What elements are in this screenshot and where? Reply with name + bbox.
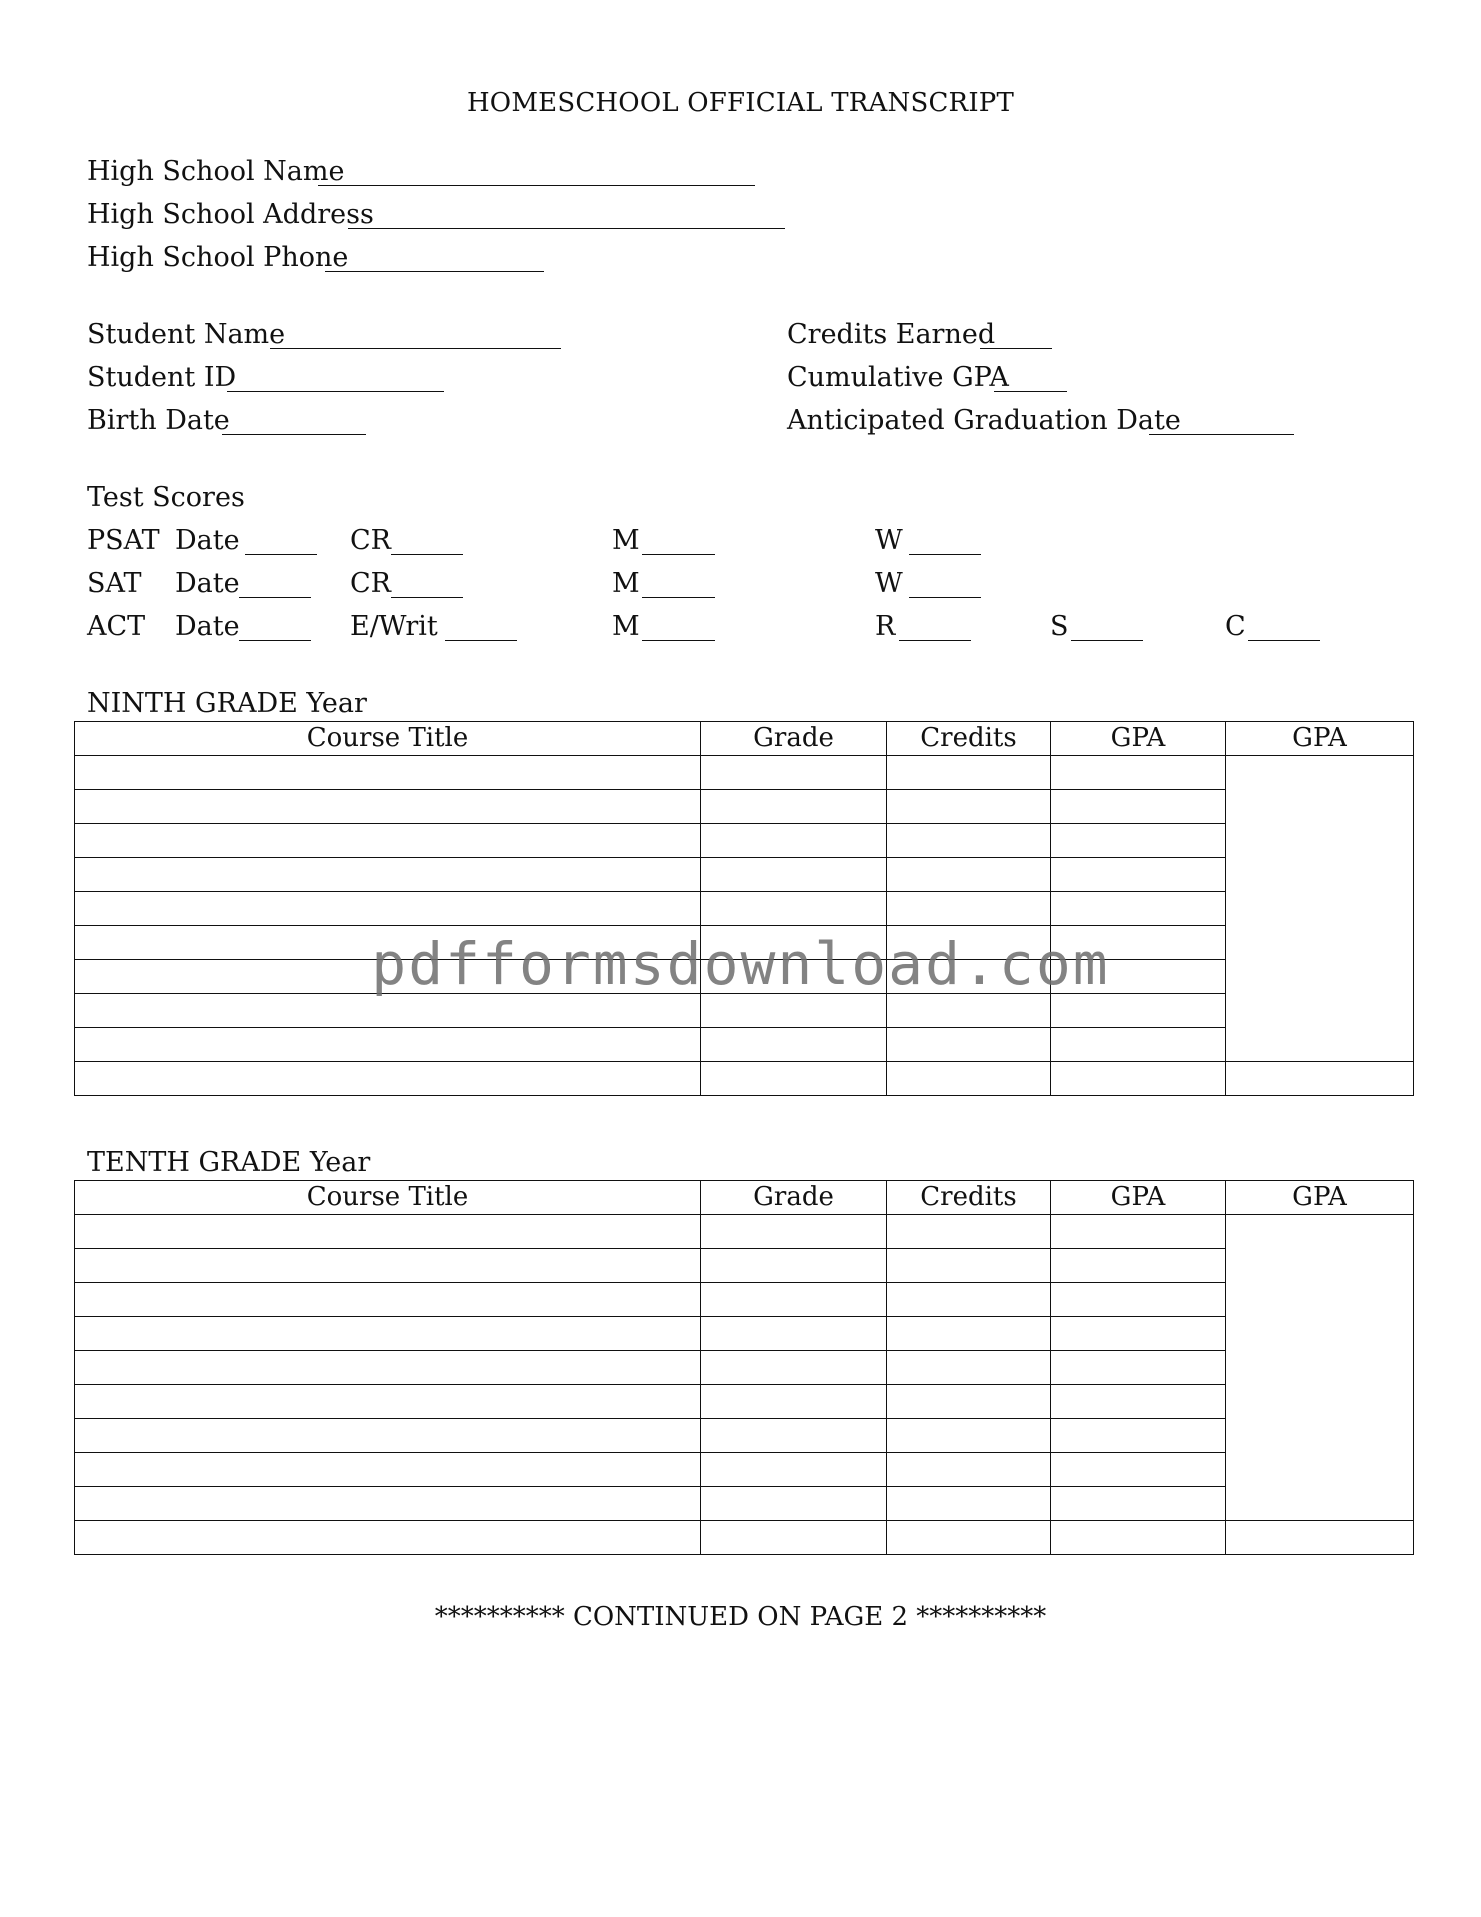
gpa-cell[interactable] bbox=[1051, 994, 1226, 1028]
sat-w-label: W bbox=[875, 568, 903, 599]
course-row bbox=[75, 994, 1414, 1028]
tenth-grade-header-row bbox=[75, 1181, 1414, 1215]
credits-earned-field[interactable] bbox=[980, 348, 1052, 349]
student-id-field[interactable] bbox=[227, 391, 444, 392]
gpa-cell[interactable] bbox=[1051, 1028, 1226, 1062]
gpa-cell[interactable] bbox=[1051, 1283, 1226, 1317]
course-title-cell[interactable] bbox=[75, 858, 701, 892]
course-row bbox=[75, 1385, 1414, 1419]
document-title: HOMESCHOOL OFFICIAL TRANSCRIPT bbox=[466, 88, 1015, 118]
birth-date-label: Birth Date bbox=[87, 405, 230, 436]
school-name-field[interactable] bbox=[318, 185, 755, 186]
credits-cell[interactable] bbox=[887, 1249, 1051, 1283]
tenth-grade-table bbox=[74, 1180, 1414, 1555]
credits-cell[interactable] bbox=[887, 1419, 1051, 1453]
course-title-header: Course Title bbox=[75, 722, 701, 756]
gpa-cell[interactable] bbox=[1051, 926, 1226, 960]
course-title-cell[interactable] bbox=[75, 892, 701, 926]
course-row bbox=[75, 1283, 1414, 1317]
gpa-cell[interactable] bbox=[1051, 1249, 1226, 1283]
credits-cell[interactable] bbox=[887, 1521, 1051, 1555]
psat-m-field[interactable] bbox=[642, 554, 715, 555]
course-title-cell[interactable] bbox=[75, 1385, 701, 1419]
course-row bbox=[75, 1419, 1414, 1453]
gpa-cell[interactable] bbox=[1051, 858, 1226, 892]
course-row bbox=[75, 1351, 1414, 1385]
course-title-cell[interactable] bbox=[75, 926, 701, 960]
gpa-cell[interactable] bbox=[1051, 1215, 1226, 1249]
credits-cell[interactable] bbox=[887, 858, 1051, 892]
course-title-cell[interactable] bbox=[75, 960, 701, 994]
grade-cell[interactable] bbox=[701, 1062, 887, 1096]
gpa-header: GPA bbox=[1051, 1181, 1226, 1215]
grade-cell[interactable] bbox=[701, 1453, 887, 1487]
course-title-cell[interactable] bbox=[75, 790, 701, 824]
gpa-cell[interactable] bbox=[1051, 824, 1226, 858]
grade-cell[interactable] bbox=[701, 1521, 887, 1555]
school-phone-label: High School Phone bbox=[87, 242, 349, 273]
psat-date-field[interactable] bbox=[245, 554, 317, 555]
course-title-cell[interactable] bbox=[75, 756, 701, 790]
year-gpa-cell[interactable] bbox=[1226, 756, 1414, 1062]
gpa-cell[interactable] bbox=[1051, 1521, 1226, 1555]
course-row bbox=[75, 824, 1414, 858]
credits-cell[interactable] bbox=[887, 1215, 1051, 1249]
grade-header: Grade bbox=[701, 1181, 887, 1215]
act-date-label: Date bbox=[175, 611, 240, 642]
grade-cell[interactable] bbox=[701, 1487, 887, 1521]
grade-cell[interactable] bbox=[701, 756, 887, 790]
grade-cell[interactable] bbox=[701, 1419, 887, 1453]
gpa-cell[interactable] bbox=[1051, 756, 1226, 790]
tenth-grade-heading: TENTH GRADE Year bbox=[87, 1147, 371, 1178]
act-s-field[interactable] bbox=[1071, 640, 1143, 641]
credits-cell[interactable] bbox=[887, 1351, 1051, 1385]
credits-cell[interactable] bbox=[887, 1487, 1051, 1521]
course-row bbox=[75, 1028, 1414, 1062]
act-ewrit-field[interactable] bbox=[445, 640, 517, 641]
course-title-cell[interactable] bbox=[75, 1028, 701, 1062]
grade-cell[interactable] bbox=[701, 1317, 887, 1351]
gpa-cell[interactable] bbox=[1051, 960, 1226, 994]
course-row bbox=[75, 1062, 1414, 1096]
grade-cell[interactable] bbox=[701, 1028, 887, 1062]
course-title-cell[interactable] bbox=[75, 1453, 701, 1487]
psat-w-field[interactable] bbox=[909, 554, 981, 555]
gpa-header: GPA bbox=[1051, 722, 1226, 756]
cumulative-gpa-header: GPA bbox=[1226, 1181, 1414, 1215]
act-r-field[interactable] bbox=[899, 640, 971, 641]
sat-m-field[interactable] bbox=[642, 597, 715, 598]
cumulative-gpa-header: GPA bbox=[1226, 722, 1414, 756]
student-name-label: Student Name bbox=[87, 319, 286, 350]
gpa-cell[interactable] bbox=[1051, 1487, 1226, 1521]
ninth-grade-header-row bbox=[75, 722, 1414, 756]
grade-cell[interactable] bbox=[701, 858, 887, 892]
gpa-cell[interactable] bbox=[1051, 892, 1226, 926]
credits-cell[interactable] bbox=[887, 994, 1051, 1028]
course-row bbox=[75, 926, 1414, 960]
course-title-header: Course Title bbox=[75, 1181, 701, 1215]
gpa-cell[interactable] bbox=[1051, 1062, 1226, 1096]
grade-cell[interactable] bbox=[701, 960, 887, 994]
psat-date-label: Date bbox=[175, 525, 240, 556]
gpa-cell[interactable] bbox=[1051, 1419, 1226, 1453]
credits-cell[interactable] bbox=[887, 1283, 1051, 1317]
course-row bbox=[75, 1453, 1414, 1487]
course-title-cell[interactable] bbox=[75, 1283, 701, 1317]
grade-cell[interactable] bbox=[701, 1283, 887, 1317]
credits-header: Credits bbox=[887, 722, 1051, 756]
test-scores-heading: Test Scores bbox=[87, 482, 245, 513]
ninth-grade-heading: NINTH GRADE Year bbox=[87, 688, 367, 719]
grade-cell[interactable] bbox=[701, 892, 887, 926]
course-title-cell[interactable] bbox=[75, 824, 701, 858]
psat-cr-label: CR bbox=[350, 525, 391, 556]
ninth-grade-table bbox=[74, 721, 1414, 1096]
credits-cell[interactable] bbox=[887, 960, 1051, 994]
course-row bbox=[75, 1521, 1414, 1555]
credits-cell[interactable] bbox=[887, 926, 1051, 960]
sat-m-label: M bbox=[612, 568, 640, 599]
course-title-cell[interactable] bbox=[75, 1062, 701, 1096]
course-row bbox=[75, 1487, 1414, 1521]
grade-header: Grade bbox=[701, 722, 887, 756]
watermark: pdfformsdownload.com bbox=[371, 930, 1110, 998]
student-id-label: Student ID bbox=[87, 362, 237, 393]
act-date-field[interactable] bbox=[239, 640, 311, 641]
graduation-date-field[interactable] bbox=[1149, 434, 1294, 435]
course-title-cell[interactable] bbox=[75, 1317, 701, 1351]
graduation-date-label: Anticipated Graduation Date bbox=[787, 405, 1181, 436]
school-address-field[interactable] bbox=[348, 228, 785, 229]
school-address-label: High School Address bbox=[87, 199, 374, 230]
sat-w-field[interactable] bbox=[909, 597, 981, 598]
act-m-field[interactable] bbox=[642, 640, 715, 641]
psat-w-label: W bbox=[875, 525, 903, 556]
course-title-cell[interactable] bbox=[75, 1419, 701, 1453]
grade-cell[interactable] bbox=[701, 1249, 887, 1283]
course-title-cell[interactable] bbox=[75, 1215, 701, 1249]
grade-cell[interactable] bbox=[701, 1215, 887, 1249]
credits-cell[interactable] bbox=[887, 824, 1051, 858]
continued-footer: ********** CONTINUED ON PAGE 2 ********** bbox=[434, 1602, 1047, 1632]
sat-date-field[interactable] bbox=[239, 597, 311, 598]
sat-date-label: Date bbox=[175, 568, 240, 599]
year-gpa-cell[interactable] bbox=[1226, 1215, 1414, 1521]
grade-cell[interactable] bbox=[701, 1351, 887, 1385]
credits-cell[interactable] bbox=[887, 1028, 1051, 1062]
cumulative-gpa-label: Cumulative GPA bbox=[787, 362, 1009, 393]
act-s-label: S bbox=[1050, 611, 1069, 642]
credits-cell[interactable] bbox=[887, 1385, 1051, 1419]
course-title-cell[interactable] bbox=[75, 1249, 701, 1283]
grade-cell[interactable] bbox=[701, 824, 887, 858]
act-c-field[interactable] bbox=[1248, 640, 1320, 641]
course-row bbox=[75, 892, 1414, 926]
course-row bbox=[75, 960, 1414, 994]
sat-cr-field[interactable] bbox=[391, 597, 463, 598]
course-row bbox=[75, 1215, 1414, 1249]
credits-cell[interactable] bbox=[887, 1317, 1051, 1351]
grade-cell[interactable] bbox=[701, 1385, 887, 1419]
credits-cell[interactable] bbox=[887, 790, 1051, 824]
act-label: ACT bbox=[87, 611, 146, 642]
gpa-cell[interactable] bbox=[1051, 790, 1226, 824]
psat-label: PSAT bbox=[87, 525, 160, 556]
act-m-label: M bbox=[612, 611, 640, 642]
credits-cell[interactable] bbox=[887, 1062, 1051, 1096]
school-name-label: High School Name bbox=[87, 156, 345, 187]
psat-cr-field[interactable] bbox=[391, 554, 463, 555]
credits-earned-label: Credits Earned bbox=[787, 319, 996, 350]
course-title-cell[interactable] bbox=[75, 1487, 701, 1521]
credits-cell[interactable] bbox=[887, 1453, 1051, 1487]
credits-cell[interactable] bbox=[887, 892, 1051, 926]
course-row bbox=[75, 1249, 1414, 1283]
course-title-cell[interactable] bbox=[75, 1351, 701, 1385]
grade-cell[interactable] bbox=[701, 926, 887, 960]
year-gpa-total-cell[interactable] bbox=[1226, 1521, 1414, 1555]
psat-m-label: M bbox=[612, 525, 640, 556]
course-title-cell[interactable] bbox=[75, 1521, 701, 1555]
gpa-cell[interactable] bbox=[1051, 1351, 1226, 1385]
cumulative-gpa-field[interactable] bbox=[994, 391, 1067, 392]
year-gpa-total-cell[interactable] bbox=[1226, 1062, 1414, 1096]
gpa-cell[interactable] bbox=[1051, 1453, 1226, 1487]
act-c-label: C bbox=[1225, 611, 1246, 642]
birth-date-field[interactable] bbox=[222, 434, 366, 435]
course-row bbox=[75, 756, 1414, 790]
gpa-cell[interactable] bbox=[1051, 1385, 1226, 1419]
credits-header: Credits bbox=[887, 1181, 1051, 1215]
school-phone-field[interactable] bbox=[325, 271, 544, 272]
course-title-cell[interactable] bbox=[75, 994, 701, 1028]
course-row bbox=[75, 1317, 1414, 1351]
course-row bbox=[75, 858, 1414, 892]
act-r-label: R bbox=[875, 611, 896, 642]
course-row bbox=[75, 790, 1414, 824]
gpa-cell[interactable] bbox=[1051, 1317, 1226, 1351]
student-name-field[interactable] bbox=[270, 348, 561, 349]
credits-cell[interactable] bbox=[887, 756, 1051, 790]
grade-cell[interactable] bbox=[701, 790, 887, 824]
sat-cr-label: CR bbox=[350, 568, 391, 599]
grade-cell[interactable] bbox=[701, 994, 887, 1028]
sat-label: SAT bbox=[87, 568, 142, 599]
act-ewrit-label: E/Writ bbox=[350, 611, 438, 642]
